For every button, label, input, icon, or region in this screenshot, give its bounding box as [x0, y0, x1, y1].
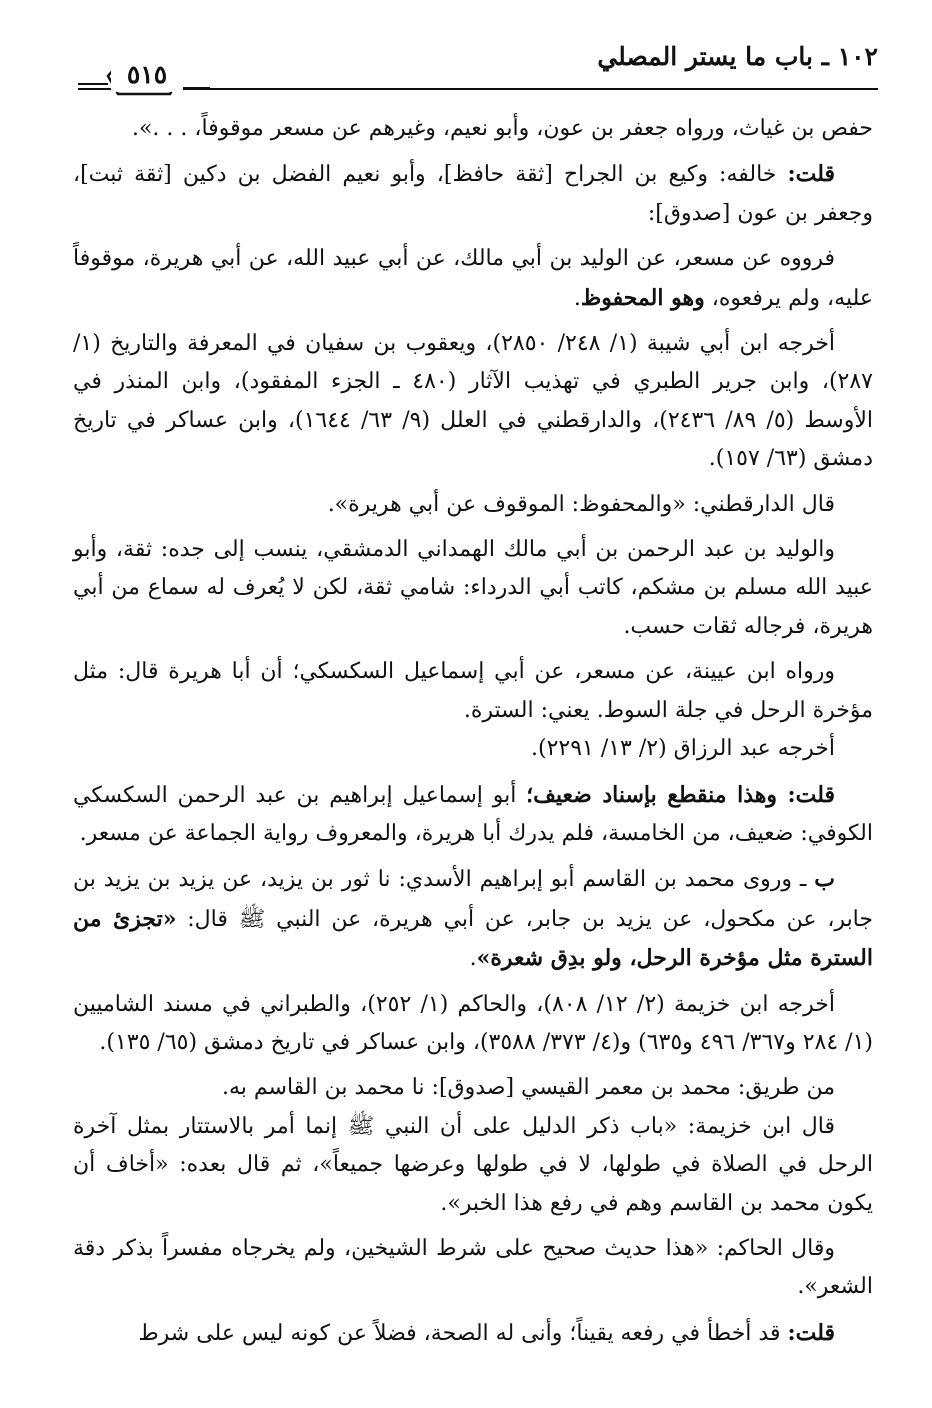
bold-segment: قلت:: [787, 161, 835, 188]
bold-segment: «تجزئ من السترة مثل مؤخرة الرحل، ولو بدِق شعرة»: [73, 905, 873, 972]
text-segment: من طريق: محمد بن معمر القيسي [صدوق]: نا محمد بن القاسم به.: [222, 1075, 835, 1101]
text-segment: ـ وروى محمد بن القاسم أبو إبراهيم الأسدي: نا ثور بن يزيد، عن يزيد بن يزيد بن جابر، عن مكحول، عن يزيد بن جابر، عن أبي هريرة، عن النبي ﷺ قال:: [73, 867, 873, 932]
paragraph-p10: [73, 860, 873, 978]
bold-segment: قلت:: [787, 1319, 835, 1346]
bold-segment: قلت: وهذا منقطع بإسناد ضعيف؛: [526, 781, 835, 808]
paragraph-p5: [73, 486, 873, 524]
paragraph-p12: [73, 1069, 873, 1107]
text-segment: والوليد بن عبد الرحمن بن أبي مالك الهمداني الدمشقي، ينسب إلى جده: ثقة، وأبو عبيد الله مسلم بن مشكم، كاتب أبي الدرداء: شامي ثقة، لكن لا يُعرف له سماع من أبي هريرة، فرجاله ثقات حسب.: [73, 537, 873, 639]
paragraph-p14: [73, 1230, 873, 1307]
paragraph-p15: [73, 1314, 873, 1353]
paragraph-p9: [73, 776, 873, 854]
paragraph-p3: [73, 240, 873, 318]
paragraph-p11: [73, 986, 873, 1063]
paragraph-p6: [73, 531, 873, 646]
text-segment: قال الدارقطني: «والمحفوظ: الموقوف عن أبي هريرة».: [327, 491, 835, 517]
text-segment: ورواه ابن عيينة، عن مسعر، عن أبي إسماعيل السكسكي؛ أن أبا هريرة قال: مثل مؤخرة الرحل في جلة السوط. يعني: السترة.: [73, 659, 873, 723]
page-header: [78, 38, 878, 102]
bold-segment: ب: [814, 866, 835, 893]
paragraph-p4: [73, 325, 873, 479]
paragraph-p8: [73, 730, 873, 768]
paragraph-p2: [73, 155, 873, 233]
paragraph-p13: [73, 1108, 873, 1223]
text-segment: فرووه عن مسعر، عن الوليد بن أبي مالك، عن أبي عبيد الله، عن أبي هريرة، موقوفاً عليه، ولم يرفعوه،: [73, 246, 873, 311]
bold-segment: وهو المحفوظ: [580, 284, 705, 311]
text-segment: .: [469, 946, 477, 972]
text-segment: أخرجه ابن خزيمة (٢/ ١٢/ ٨٠٨)، والحاكم (١/ ٢٥٢)، والطبراني في مسند الشاميين (١/ ٢٨٤ و٣٦٧/ ٤٩٦ و٦٣٥) و(٤/ ٣٧٣/ ٣٥٨٨)، وابن عساكر في تاريخ دمشق (٦٥/ ١٣٥).: [73, 991, 873, 1055]
text-segment: قال ابن خزيمة: «باب ذكر الدليل على أن النبي ﷺ إنما أمر بالاستتار بمثل آخرة الرحل في الصلاة في طولها، لا في طولها وعرضها جميعاً»، ثم قال بعده: «أخاف أن يكون محمد بن القاسم وهم في رفع هذا الخبر».: [73, 1113, 873, 1216]
text-segment: حفص بن غياث، ورواه جعفر بن عون، وأبو نعيم، وغيرهم عن مسعر موقوفاً، . . .».: [131, 116, 873, 141]
chapter-title: ١٠٢ ـ باب ما يستر المصلي: [597, 42, 878, 71]
text-segment: أخرجه عبد الرزاق (٢/ ١٣/ ٢٢٩١).: [530, 736, 835, 762]
page-number: ٥١٥: [111, 58, 183, 92]
text-segment: أبو إسماعيل إبراهيم بن عبد الرحمن السكسكي الكوفي: ضعيف، من الخامسة، فلم يدرك أبا هريرة، والمعروف رواية الجماعة عن مسعر.: [73, 782, 873, 846]
text-segment: أخرجه ابن أبي شيبة (١/ ٢٤٨/ ٢٨٥٠)، ويعقوب بن سفيان في المعرفة والتاريخ (١/ ٢٨٧)، وابن جرير الطبري في تهذيب الآثار (٤٨٠ ـ الجزء المفقود)، وابن المنذر في الأوسط (٥/ ٨٩/ ٢٤٣٦)، والدارقطني في العلل (٩/ ٦٣/ ١٦٤٤)، وابن عساكر في تاريخ دمشق (٦٣/ ١٥٧).: [73, 331, 874, 472]
text-body: [73, 110, 873, 1353]
text-segment: قد أخطأ في رفعه يقيناً؛ وأنى له الصحة، فضلاً عن كونه ليس على شرط: [138, 1320, 788, 1346]
text-segment: وقال الحاكم: «هذا حديث صحيح على شرط الشيخين، ولم يخرجاه مفسراً بذكر دقة الشعر».: [73, 1235, 873, 1300]
text-segment: خالفه: وكيع بن الجراح [ثقة حافظ]، وأبو نعيم الفضل بن دكين [ثقة ثبت]، وجعفر بن عون [صدوق]:: [73, 162, 873, 226]
text-segment: .: [573, 285, 581, 311]
paragraph-p7: [73, 653, 873, 730]
paragraph-p1: [73, 110, 873, 148]
